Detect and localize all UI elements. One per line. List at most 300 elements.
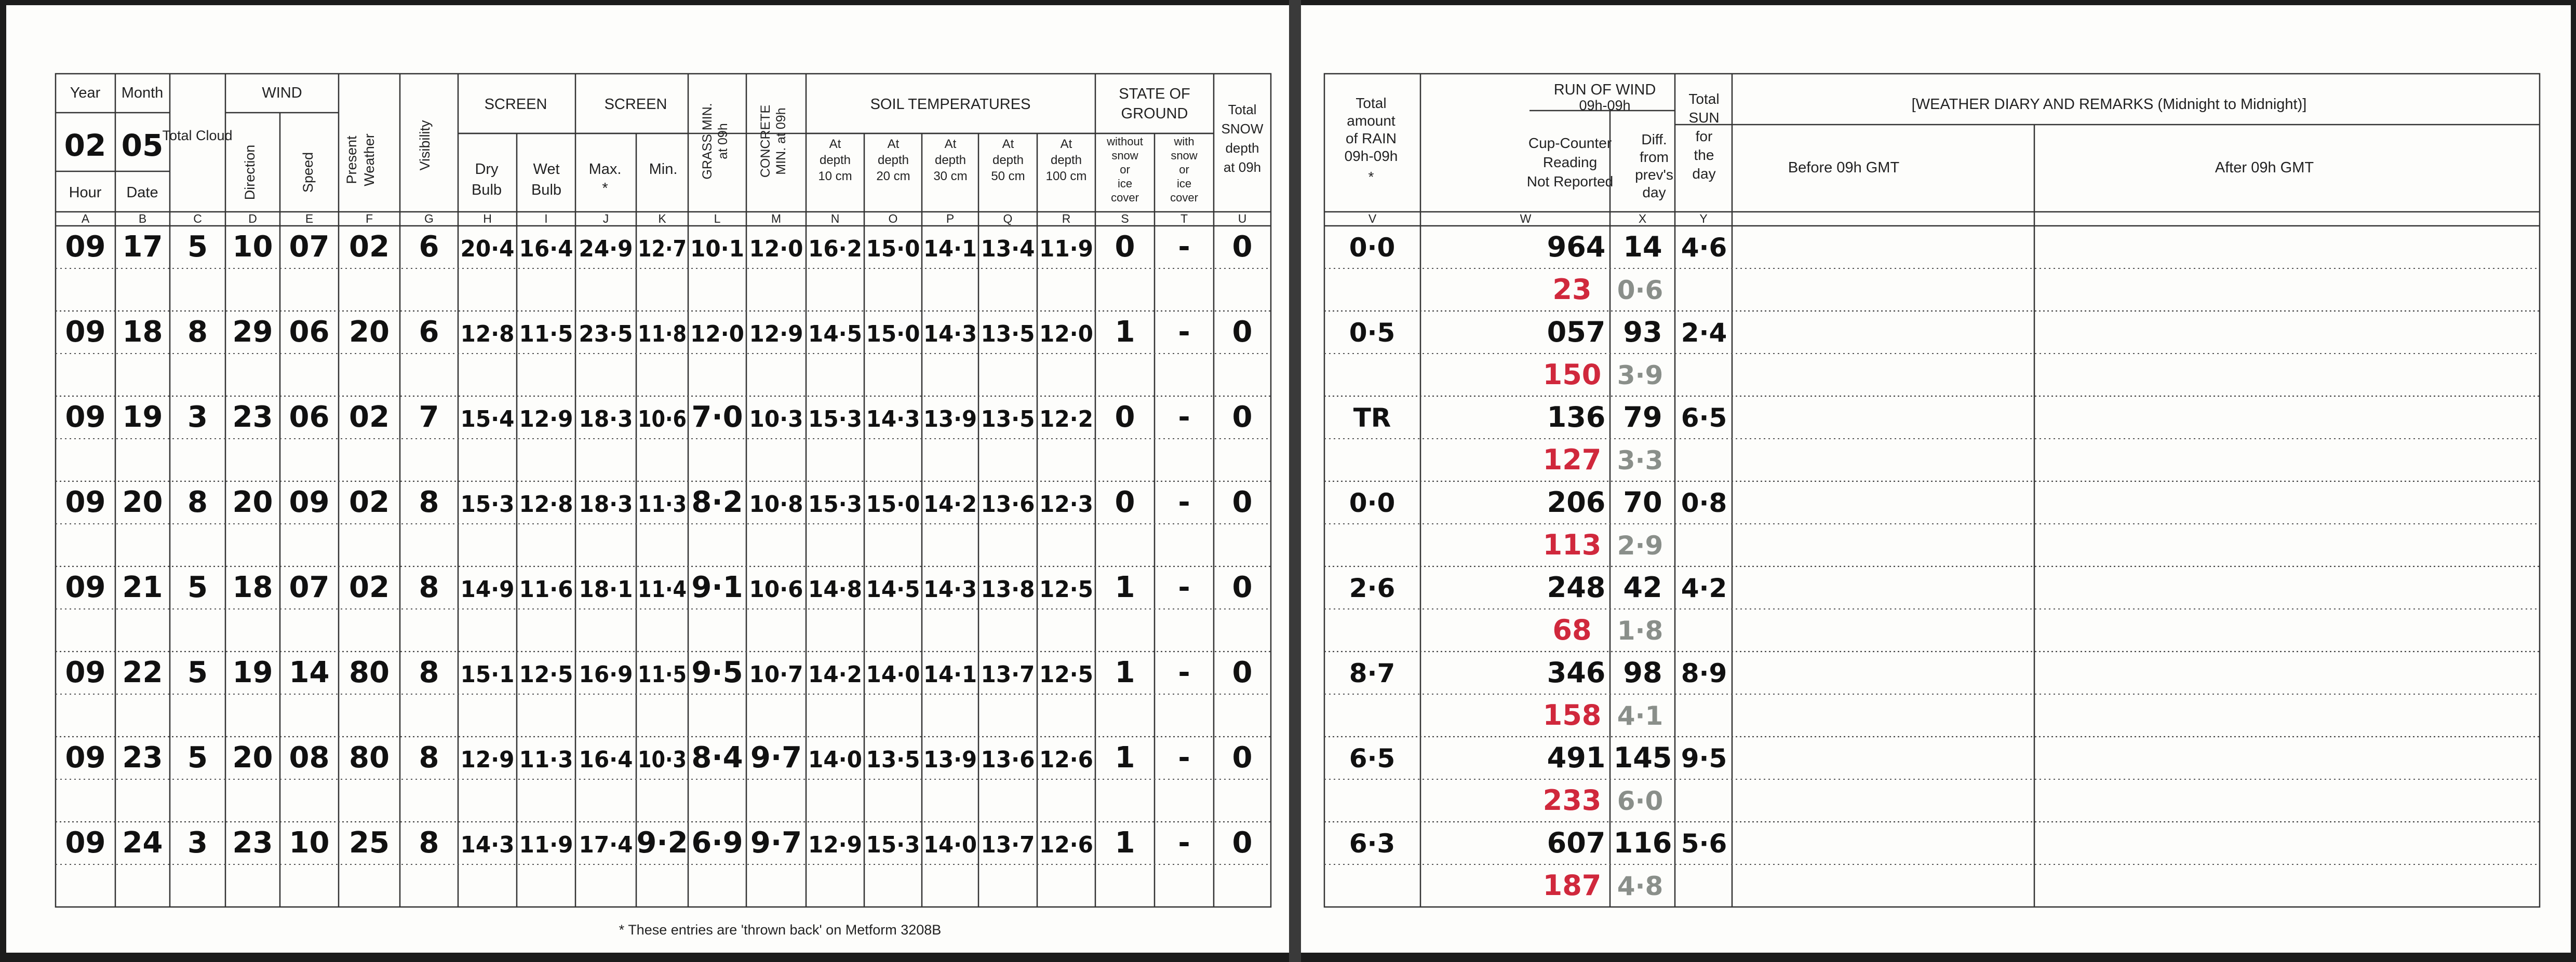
state-of-ground-sublabel: snow — [1111, 149, 1138, 162]
diff-grey-value: 0·6 — [1617, 275, 1663, 306]
cup-counter-value: 057 — [1547, 316, 1606, 349]
rain-value: 6·3 — [1349, 829, 1396, 859]
cell-value: 14·5 — [866, 576, 920, 603]
cell-value: 12·6 — [1039, 832, 1093, 859]
cell-value: 12·9 — [460, 747, 515, 774]
cell-value: 1 — [1115, 656, 1135, 690]
state-of-ground-sublabel: with — [1174, 135, 1195, 148]
cell-value: 07 — [289, 571, 330, 605]
cell-value: 06 — [289, 315, 330, 349]
diff-value: 93 — [1623, 316, 1662, 349]
cell-value: 6 — [419, 315, 439, 349]
state-of-ground-sublabel: ice — [1176, 177, 1192, 190]
cell-value: 17·4 — [579, 832, 633, 859]
cell-value: 10·1 — [690, 236, 744, 263]
cell-value: 12·2 — [1039, 406, 1093, 433]
year-label: Year — [70, 85, 101, 101]
column-letter: S — [1121, 212, 1129, 225]
cell-value: 09 — [65, 485, 106, 520]
cell-value: 9·2 — [636, 826, 688, 860]
cell-value: 13·7 — [981, 832, 1035, 859]
cell-value: 07 — [289, 230, 330, 264]
concrete-min-label: CONCRETE — [758, 104, 773, 178]
diff-value: 70 — [1623, 486, 1662, 519]
dry-bulb-label-2: Bulb — [471, 182, 502, 198]
cell-value: 24 — [122, 826, 163, 860]
soil-depth-label: At — [1060, 137, 1072, 151]
cell-value: 20 — [122, 485, 163, 520]
cell-value: 80 — [349, 656, 390, 690]
year-value: 02 — [64, 128, 106, 163]
cell-value: 14·1 — [923, 236, 977, 263]
cell-value: - — [1178, 485, 1190, 520]
soil-depth-label: 20 cm — [876, 169, 910, 183]
cell-value: 23 — [122, 741, 163, 775]
direction-label: Direction — [242, 144, 258, 200]
min-label: Min. — [649, 161, 678, 178]
cell-value: 14·1 — [923, 661, 977, 688]
sun-value: 5·6 — [1681, 829, 1727, 859]
cell-value: 3 — [187, 400, 208, 435]
cell-value: 0 — [1232, 400, 1253, 435]
column-letter: T — [1180, 212, 1188, 225]
soil-depth-label: 30 cm — [933, 169, 968, 183]
total-sun-label-4: the — [1694, 147, 1714, 163]
soil-temperatures-label: SOIL TEMPERATURES — [870, 96, 1031, 113]
rain-value: 8·7 — [1349, 658, 1396, 689]
cell-value: 08 — [289, 741, 330, 775]
diff-value: 79 — [1623, 401, 1662, 434]
snow-depth-label: at 09h — [1223, 159, 1262, 175]
cup-counter-value: 136 — [1547, 401, 1606, 434]
cell-value: 0 — [1115, 400, 1135, 435]
cell-value: 29 — [232, 315, 273, 349]
total-rain-label-2: amount — [1347, 113, 1396, 129]
cell-value: 10·3 — [638, 747, 687, 774]
cell-value: 21 — [122, 571, 163, 605]
cell-value: 8·4 — [691, 741, 743, 775]
cell-value: 18 — [232, 571, 273, 605]
diff-value: 116 — [1613, 826, 1672, 860]
cell-value: 14·0 — [866, 661, 920, 688]
cell-value: 10·6 — [749, 576, 803, 603]
cell-value: 16·9 — [579, 661, 633, 688]
diff-grey-value: 3·3 — [1617, 445, 1663, 476]
soil-depth-label: 10 cm — [818, 169, 852, 183]
cell-value: 12·5 — [1039, 661, 1093, 688]
total-sun-label: Total — [1688, 91, 1720, 107]
cell-value: 1 — [1115, 826, 1135, 860]
cell-value: 11·6 — [519, 576, 573, 603]
soil-depth-label: depth — [819, 153, 851, 167]
month-label: Month — [121, 85, 164, 101]
cell-value: 02 — [349, 571, 390, 605]
cell-value: 6 — [419, 230, 439, 264]
state-of-ground-sublabel: ice — [1117, 177, 1133, 190]
snow-depth-label: SNOW — [1221, 121, 1264, 137]
column-letter: F — [365, 212, 373, 225]
cell-value: 13·8 — [981, 576, 1035, 603]
cell-value: 5 — [187, 656, 208, 690]
cell-value: 11·9 — [1039, 236, 1093, 263]
present-weather-label: Present — [344, 136, 359, 184]
cell-value: 20 — [232, 485, 273, 520]
column-letter: V — [1368, 212, 1377, 225]
cell-value: - — [1178, 315, 1190, 349]
cell-value: 15·3 — [808, 406, 862, 433]
state-of-ground-sublabel: snow — [1171, 149, 1198, 162]
cell-value: 20·4 — [460, 236, 515, 263]
total-rain-note: * — [1368, 169, 1374, 185]
cell-value: 24·9 — [579, 236, 633, 263]
column-letter: W — [1520, 212, 1532, 225]
state-of-ground-sublabel: or — [1179, 163, 1189, 176]
cell-value: 12·0 — [1039, 321, 1093, 348]
cup-counter-value: 607 — [1547, 826, 1606, 860]
cell-value: 25 — [349, 826, 390, 860]
column-letter: Q — [1003, 212, 1013, 225]
month-value: 05 — [121, 128, 164, 163]
diff-grey-value: 2·9 — [1617, 531, 1663, 561]
soil-depth-label: depth — [877, 153, 909, 167]
cup-counter-label-3: Not Reported — [1526, 173, 1614, 189]
cell-value: 12·3 — [1039, 491, 1093, 518]
cell-value: 14·8 — [808, 576, 862, 603]
cell-value: 0 — [1232, 315, 1253, 349]
grass-min-label: GRASS MIN. — [700, 103, 715, 180]
diff-grey-value: 1·8 — [1617, 616, 1663, 646]
cup-counter-value: 346 — [1547, 656, 1606, 689]
cell-value: 09 — [289, 485, 330, 520]
rain-value: 2·6 — [1349, 573, 1396, 604]
column-letter: D — [248, 212, 257, 225]
cell-value: 14·3 — [460, 832, 515, 859]
soil-depth-label: depth — [934, 153, 967, 167]
rain-value: 0·0 — [1349, 488, 1396, 519]
total-sun-label-5: day — [1692, 166, 1716, 182]
cell-value: 8 — [419, 485, 439, 520]
cell-value: 13·5 — [981, 406, 1035, 433]
cell-value: 10·6 — [638, 406, 687, 433]
cell-value: 13·6 — [981, 491, 1035, 518]
total-cloud-label: Total Cloud — [162, 128, 233, 143]
cell-value: 13·7 — [981, 661, 1035, 688]
cell-value: 3 — [187, 826, 208, 860]
cell-value: 9·5 — [691, 656, 743, 690]
before-09h-label: Before 09h GMT — [1788, 159, 1900, 176]
cell-value: 16·2 — [808, 236, 862, 263]
cell-value: 12·8 — [460, 321, 515, 348]
rain-value: 0·0 — [1349, 233, 1396, 263]
sun-value: 0·8 — [1681, 488, 1727, 519]
cell-value: 7 — [419, 400, 439, 435]
cup-counter-label-2: Reading — [1542, 154, 1598, 170]
cell-value: 19 — [232, 656, 273, 690]
cell-value: 12·9 — [749, 321, 803, 348]
cell-value: 0 — [1115, 230, 1135, 264]
diff-grey-value: 4·8 — [1617, 871, 1663, 902]
cell-value: 5 — [187, 571, 208, 605]
state-of-ground-sublabel: cover — [1111, 191, 1139, 204]
cup-counter-red-value: 158 — [1542, 699, 1602, 732]
state-of-ground-sublabel: cover — [1170, 191, 1198, 204]
cell-value: 11·5 — [638, 661, 687, 688]
cell-value: 02 — [349, 400, 390, 435]
column-letter: E — [305, 212, 314, 225]
column-letter: M — [771, 212, 782, 225]
footnote: * These entries are 'thrown back' on Metform 3208B — [619, 922, 942, 938]
cell-value: 15·0 — [866, 236, 920, 263]
column-letter: H — [483, 212, 492, 225]
cell-value: 02 — [349, 485, 390, 520]
cup-counter-red-value: 113 — [1542, 529, 1602, 562]
cell-value: 15·3 — [808, 491, 862, 518]
cell-value: 15·4 — [460, 406, 515, 433]
column-letter: O — [888, 212, 898, 225]
cell-value: 80 — [349, 741, 390, 775]
cell-value: 14·9 — [460, 576, 515, 603]
cell-value: 09 — [65, 571, 106, 605]
cell-value: 14·2 — [808, 661, 862, 688]
cell-value: 09 — [65, 315, 106, 349]
speed-label: Speed — [300, 152, 316, 193]
concrete-min-label-2: MIN. at 09h — [774, 107, 788, 175]
cell-value: 9·7 — [750, 741, 802, 775]
after-09h-label: After 09h GMT — [2215, 159, 2314, 176]
cell-value: 5 — [187, 741, 208, 775]
cell-value: 09 — [65, 230, 106, 264]
cell-value: 15·0 — [866, 491, 920, 518]
soil-depth-label: At — [1002, 137, 1014, 151]
book-gutter — [1289, 0, 1301, 962]
cell-value: 23 — [232, 400, 273, 435]
date-label: Date — [126, 184, 158, 201]
cup-counter-red-value: 23 — [1552, 273, 1592, 306]
right-form — [1301, 5, 2571, 953]
diff-label: Diff. — [1641, 131, 1667, 147]
cell-value: 10·3 — [749, 406, 803, 433]
cell-value: 13·6 — [981, 747, 1035, 774]
cell-value: 22 — [122, 656, 163, 690]
cell-value: 14·3 — [866, 406, 920, 433]
cell-value: 8 — [419, 741, 439, 775]
cell-value: 09 — [65, 400, 106, 435]
cell-value: 9·1 — [691, 571, 743, 605]
cell-value: 8 — [419, 826, 439, 860]
screen2-label: SCREEN — [604, 96, 667, 113]
run-of-wind-label: RUN OF WIND — [1553, 82, 1656, 98]
soil-depth-label: 100 cm — [1045, 169, 1087, 183]
present-weather-label-2: Weather — [361, 133, 377, 186]
sun-value: 6·5 — [1681, 403, 1727, 433]
cell-value: 14 — [289, 656, 330, 690]
diff-label-2: from — [1640, 149, 1669, 165]
cell-value: 8 — [187, 485, 208, 520]
max-note: * — [602, 180, 608, 197]
cell-value: 11·8 — [638, 321, 687, 348]
cell-value: 16·4 — [579, 747, 633, 774]
cell-value: 12·8 — [519, 491, 573, 518]
left-page — [6, 5, 1289, 953]
cell-value: 12·5 — [1039, 576, 1093, 603]
cell-value: 0 — [1232, 571, 1253, 605]
screen1-label: SCREEN — [484, 96, 547, 113]
column-letter: U — [1238, 212, 1247, 225]
total-sun-label-2: SUN — [1688, 110, 1720, 126]
diff-grey-value: 6·0 — [1617, 786, 1663, 817]
column-letter: L — [714, 212, 721, 225]
right-page — [1301, 5, 2571, 953]
sun-value: 4·6 — [1681, 233, 1727, 263]
cup-counter-red-value: 127 — [1542, 443, 1602, 477]
cell-value: 13·9 — [923, 747, 977, 774]
cell-value: 15·3 — [460, 491, 515, 518]
cell-value: 7·0 — [691, 400, 743, 435]
cell-value: - — [1178, 571, 1190, 605]
cell-value: 0 — [1232, 741, 1253, 775]
cell-value: 11·3 — [519, 747, 573, 774]
rain-value: 6·5 — [1349, 743, 1396, 774]
cell-value: 1 — [1115, 571, 1135, 605]
cell-value: 1 — [1115, 315, 1135, 349]
cell-value: 18·1 — [579, 576, 633, 603]
cell-value: 11·4 — [638, 576, 687, 603]
diff-value: 42 — [1623, 571, 1662, 604]
snow-depth-label: depth — [1225, 140, 1259, 156]
diff-value: 14 — [1623, 231, 1662, 264]
column-letter: P — [946, 212, 955, 225]
cell-value: 18·3 — [579, 491, 633, 518]
cell-value: 5 — [187, 230, 208, 264]
cell-value: - — [1178, 741, 1190, 775]
wind-label: WIND — [262, 85, 302, 101]
diff-label-4: day — [1642, 184, 1666, 200]
cell-value: 12·6 — [1039, 747, 1093, 774]
cell-value: 12·7 — [638, 236, 687, 263]
visibility-label: Visibility — [417, 120, 433, 171]
state-of-ground-sublabel: or — [1120, 163, 1130, 176]
cell-value: 23 — [232, 826, 273, 860]
sun-value: 8·9 — [1681, 658, 1727, 689]
cup-counter-red-value: 150 — [1542, 358, 1602, 391]
cell-value: 02 — [349, 230, 390, 264]
cell-value: 20 — [232, 741, 273, 775]
column-letter: K — [658, 212, 666, 225]
cell-value: 15·1 — [460, 661, 515, 688]
wet-bulb-label-2: Bulb — [531, 182, 562, 198]
cell-value: 14·5 — [808, 321, 862, 348]
column-letter: G — [424, 212, 434, 225]
cell-value: 10 — [232, 230, 273, 264]
cell-value: 0 — [1232, 826, 1253, 860]
cell-value: 14·0 — [923, 832, 977, 859]
cell-value: 8 — [419, 656, 439, 690]
cup-counter-value: 248 — [1547, 571, 1606, 604]
cup-counter-label: Cup-Counter — [1528, 135, 1612, 151]
cell-value: 17 — [122, 230, 163, 264]
cell-value: 10 — [289, 826, 330, 860]
cell-value: 15·0 — [866, 321, 920, 348]
diff-value: 145 — [1613, 741, 1672, 775]
diff-value: 98 — [1623, 656, 1662, 689]
cell-value: 10·7 — [749, 661, 803, 688]
cell-value: 0 — [1232, 656, 1253, 690]
cell-value: 14·2 — [923, 491, 977, 518]
cell-value: 12·5 — [519, 661, 573, 688]
grass-min-label-2: at 09h — [716, 123, 730, 159]
column-letter: X — [1638, 212, 1647, 225]
diff-label-3: prev's — [1635, 167, 1673, 183]
hour-label: Hour — [69, 184, 102, 201]
column-letter: A — [81, 212, 90, 225]
cell-value: 12·0 — [749, 236, 803, 263]
rain-value: 0·5 — [1349, 318, 1396, 348]
cell-value: 10·8 — [749, 491, 803, 518]
cell-value: 16·4 — [519, 236, 573, 263]
cell-value: - — [1178, 656, 1190, 690]
cup-counter-red-value: 233 — [1542, 784, 1602, 817]
soil-depth-label: depth — [992, 153, 1024, 167]
column-letter: N — [830, 212, 840, 225]
cell-value: 14·0 — [808, 747, 862, 774]
soil-depth-label: At — [887, 137, 900, 151]
cell-value: 11·3 — [638, 491, 687, 518]
cup-counter-red-value: 187 — [1542, 869, 1602, 902]
cell-value: - — [1178, 400, 1190, 435]
cell-value: 14·3 — [923, 576, 977, 603]
cup-counter-red-value: 68 — [1552, 614, 1592, 647]
total-rain-label-3: of RAIN — [1345, 130, 1397, 146]
cell-value: 9·7 — [750, 826, 802, 860]
rain-value: TR — [1353, 403, 1391, 433]
cell-value: 23·5 — [579, 321, 633, 348]
soil-depth-label: depth — [1050, 153, 1082, 167]
run-of-wind-period: 09h-09h — [1579, 98, 1631, 113]
cell-value: 6·9 — [691, 826, 743, 860]
cell-value: 8 — [187, 315, 208, 349]
cell-value: 8 — [419, 571, 439, 605]
column-letter: Y — [1699, 212, 1708, 225]
soil-depth-label: At — [944, 137, 957, 151]
sun-value: 9·5 — [1681, 743, 1727, 774]
cell-value: 8·2 — [691, 485, 743, 520]
column-letter: B — [138, 212, 147, 225]
cell-value: 15·3 — [866, 832, 920, 859]
cell-value: 13·5 — [981, 321, 1035, 348]
cup-counter-value: 491 — [1547, 741, 1606, 775]
cell-value: 11·5 — [519, 321, 573, 348]
cell-value: 13·9 — [923, 406, 977, 433]
cell-value: 09 — [65, 741, 106, 775]
cell-value: 0 — [1232, 230, 1253, 264]
diff-grey-value: 4·1 — [1617, 701, 1663, 731]
cell-value: 12·9 — [808, 832, 862, 859]
cell-value: 09 — [65, 656, 106, 690]
total-rain-label: Total — [1356, 95, 1387, 111]
column-letter: I — [544, 212, 548, 225]
total-rain-label-4: 09h-09h — [1344, 148, 1398, 164]
cell-value: - — [1178, 230, 1190, 264]
diff-grey-value: 3·9 — [1617, 360, 1663, 391]
state-of-ground-label-2: GROUND — [1121, 105, 1188, 122]
cell-value: - — [1178, 826, 1190, 860]
cell-value: 19 — [122, 400, 163, 435]
diary-label: [WEATHER DIARY AND REMARKS (Midnight to Midnight)] — [1911, 96, 2307, 113]
cell-value: 11·9 — [519, 832, 573, 859]
soil-depth-label: 50 cm — [991, 169, 1025, 183]
cell-value: 0 — [1115, 485, 1135, 520]
cell-value: 12·9 — [519, 406, 573, 433]
